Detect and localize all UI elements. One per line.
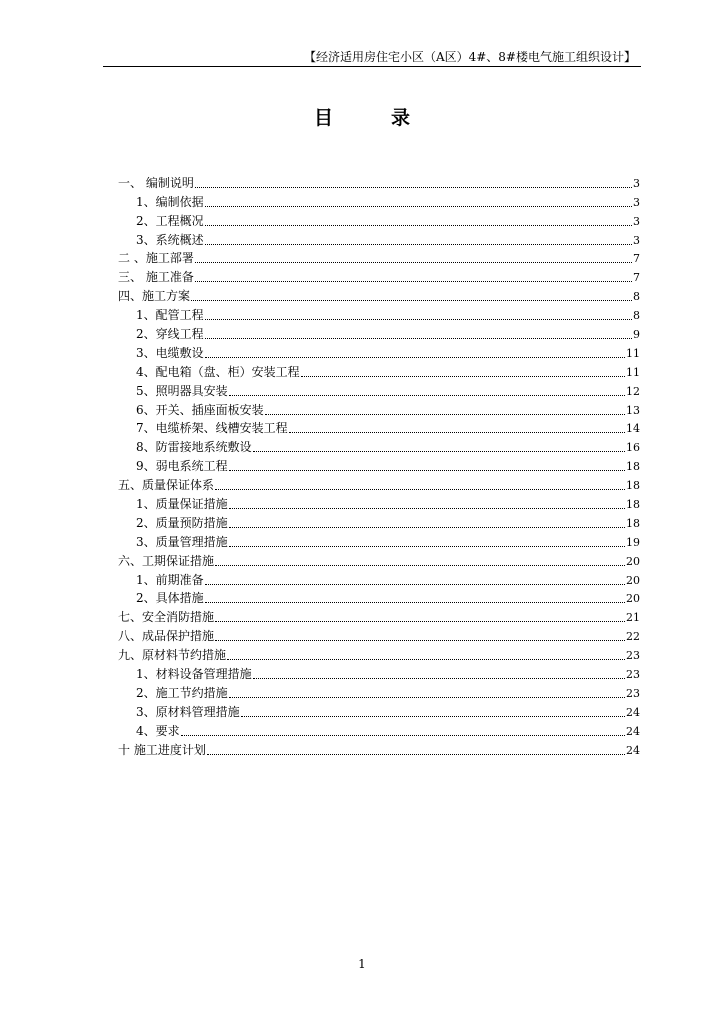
toc-entry-text: 二 、施工部署 [118,251,194,266]
toc-entry-page: 21 [626,611,640,625]
toc-leader-dots [241,715,625,717]
toc-entry-text: 3、系统概述 [136,232,204,247]
toc-entry-text: 四、施工方案 [118,289,191,304]
toc-leader-dots [215,564,625,566]
toc-entry-page: 24 [626,724,640,738]
toc-leader-dots [215,639,625,641]
toc-entry-page: 12 [626,384,640,398]
toc-entry-text: 三、 施工准备 [118,270,194,285]
toc-entry[interactable] [118,248,640,267]
toc-leader-dots [205,224,632,226]
toc-leader-dots [195,186,632,188]
toc-entry-text: 八、成品保护措施 [118,629,215,644]
toc-entry[interactable] [118,701,640,720]
toc-leader-dots [205,243,632,245]
toc-leader-dots [229,507,625,509]
toc-entry-text: 2、施工节约措施 [136,685,228,700]
toc-entry-text: 3、质量管理措施 [136,534,228,549]
toc-leader-dots [205,337,632,339]
toc-leader-dots [229,394,625,396]
toc-entry[interactable] [118,323,640,342]
toc-entry-page: 20 [626,573,640,587]
toc-entry[interactable] [118,625,640,644]
toc-entry-page: 18 [626,479,640,493]
toc-entry[interactable] [118,285,640,304]
header-rule [103,66,641,67]
toc-entry-text: 3、电缆敷设 [136,345,204,360]
toc-entry[interactable] [118,493,640,512]
toc-entry-page: 23 [626,668,640,682]
toc-entry[interactable] [118,739,640,758]
toc-entry-page: 16 [626,441,640,455]
toc-leader-dots [229,696,625,698]
toc-entry[interactable] [118,588,640,607]
toc-entry-page: 23 [626,649,640,663]
toc-leader-dots [227,658,625,660]
toc-entry-page: 18 [626,460,640,474]
toc-leader-dots [205,205,632,207]
toc-entry-page: 20 [626,592,640,606]
toc-entry-text: 9、弱电系统工程 [136,459,228,474]
toc-entry-text: 1、配管工程 [136,308,204,323]
toc-entry[interactable] [118,172,640,191]
toc-entry-text: 1、材料设备管理措施 [136,667,252,682]
toc-entry-page: 14 [626,422,640,436]
toc-leader-dots [229,469,625,471]
toc-entry-text: 六、工期保证措施 [118,553,215,568]
toc-entry-text: 4、配电箱（盘、柜）安装工程 [136,364,300,379]
toc-entry[interactable] [118,663,640,682]
toc-entry[interactable] [118,304,640,323]
toc-entry-text: 5、照明器具安装 [136,383,228,398]
table-of-contents [118,172,640,758]
toc-leader-dots [253,450,625,452]
toc-entry[interactable] [118,644,640,663]
page-header: 【经济适用房住宅小区（A区）4#、8#楼电气施工组织设计】 [303,50,636,64]
toc-leader-dots [301,375,625,377]
toc-entry-page: 22 [626,630,640,644]
toc-entry[interactable] [118,720,640,739]
toc-entry-text: 一、 编制说明 [118,175,194,190]
toc-entry[interactable] [118,266,640,285]
toc-entry-text: 2、具体措施 [136,591,204,606]
toc-entry-text: 七、安全消防措施 [118,610,215,625]
toc-leader-dots [215,620,625,622]
toc-leader-dots [195,280,632,282]
toc-entry[interactable] [118,361,640,380]
toc-leader-dots [229,545,625,547]
toc-leader-dots [215,488,625,490]
toc-entry-page: 18 [626,516,640,530]
toc-entry[interactable] [118,606,640,625]
toc-leader-dots [205,318,632,320]
toc-entry-text: 十 施工进度计划 [118,742,206,757]
toc-entry[interactable] [118,191,640,210]
toc-leader-dots [195,261,632,263]
toc-entry[interactable] [118,380,640,399]
toc-entry-text: 2、穿线工程 [136,327,204,342]
toc-entry-page: 8 [633,290,640,304]
toc-leader-dots [253,677,625,679]
toc-entry-text: 6、开关、插座面板安装 [136,402,264,417]
toc-entry-page: 24 [626,743,640,757]
toc-entry[interactable] [118,436,640,455]
toc-entry-text: 2、工程概况 [136,213,204,228]
toc-entry[interactable] [118,229,640,248]
toc-entry-text: 1、编制依据 [136,194,204,209]
toc-leader-dots [265,413,625,415]
toc-entry-page: 3 [633,233,640,247]
toc-entry-page: 23 [626,686,640,700]
toc-entry-page: 9 [633,328,640,342]
toc-entry[interactable] [118,512,640,531]
toc-entry-page: 11 [626,346,640,360]
toc-entry-page: 7 [633,271,640,285]
toc-entry-text: 7、电缆桥架、线槽安装工程 [136,421,288,436]
toc-entry-page: 3 [633,195,640,209]
toc-entry[interactable] [118,418,640,437]
toc-entry[interactable] [118,531,640,550]
toc-leader-dots [181,734,625,736]
toc-entry-page: 3 [633,214,640,228]
toc-entry-page: 7 [633,252,640,266]
toc-entry[interactable] [118,474,640,493]
toc-leader-dots [289,431,625,433]
toc-entry-text: 4、要求 [136,723,180,738]
toc-entry-text: 五、质量保证体系 [118,478,215,493]
toc-entry-text: 3、原材料管理措施 [136,704,240,719]
toc-entry-text: 2、质量预防措施 [136,515,228,530]
page-number: 1 [358,957,366,971]
toc-entry-text: 8、防雷接地系统敷设 [136,440,252,455]
toc-entry-page: 24 [626,705,640,719]
toc-entry-text: 九、原材料节约措施 [118,648,227,663]
toc-entry[interactable] [118,342,640,361]
toc-entry-text: 1、质量保证措施 [136,497,228,512]
toc-leader-dots [205,601,625,603]
toc-leader-dots [205,356,625,358]
toc-title: 目录 [313,107,468,129]
toc-entry[interactable] [118,210,640,229]
toc-entry-page: 20 [626,554,640,568]
toc-entry-page: 3 [633,176,640,190]
toc-entry[interactable] [118,569,640,588]
toc-entry[interactable] [118,399,640,418]
toc-entry-page: 18 [626,498,640,512]
toc-entry-page: 8 [633,309,640,323]
toc-entry-text: 1、前期准备 [136,572,204,587]
toc-entry[interactable] [118,682,640,701]
toc-entry-page: 13 [626,403,640,417]
toc-entry-page: 19 [626,535,640,549]
toc-entry-page: 11 [626,365,640,379]
toc-entry[interactable] [118,455,640,474]
toc-entry[interactable] [118,550,640,569]
toc-leader-dots [205,583,625,585]
toc-leader-dots [191,299,632,301]
toc-leader-dots [229,526,625,528]
toc-leader-dots [207,753,625,755]
